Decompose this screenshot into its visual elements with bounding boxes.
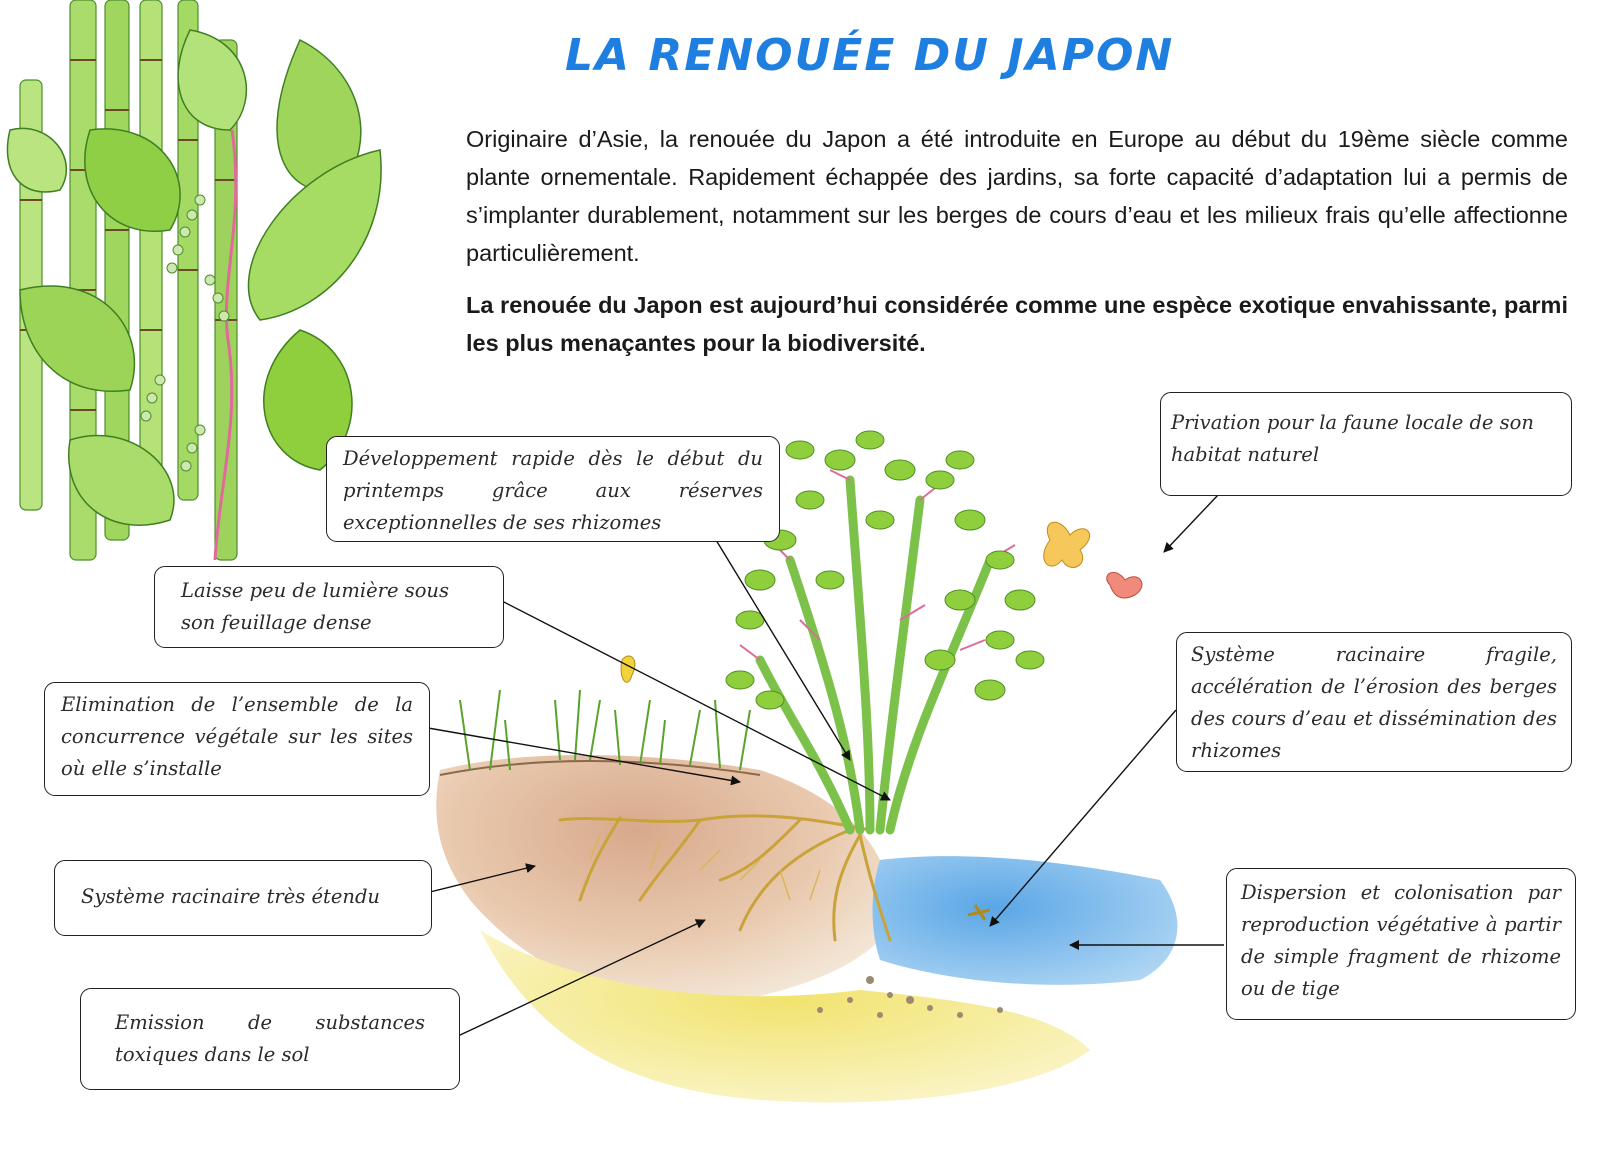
callout-fragile-roots: Système racinaire fragile, accélération de l’érosion des berges des cours d’eau et dissémination des rhizomes <box>1176 632 1572 772</box>
intro-paragraph: Originaire d’Asie, la renouée du Japon a été introduite en Europe au début du 19ème siècle comme plante ornementale. Rapidement échappée des jardins, sa forte capacité d’adaptation lui a permis de s’implanter durablement, notamment sur les berges de cours d’eau et les milieux frais qu’elle affectionne particulièrement. <box>466 126 1568 266</box>
callout-competition: Elimination de l’ensemble de la concurrence végétale sur les sites où elle s’installe <box>44 682 430 796</box>
callout-light: Laisse peu de lumière sous son feuillage dense <box>154 566 504 648</box>
callout-roots-extended: Système racinaire très étendu <box>54 860 432 936</box>
callout-dispersion: Dispersion et colonisation par reproduction végétative à partir de simple fragment de rhizome ou de tige <box>1226 868 1576 1020</box>
intro-bold-paragraph: La renouée du Japon est aujourd’hui considérée comme une espèce exotique envahissante, parmi les plus menaçantes pour la biodiversité. <box>466 292 1568 356</box>
callout-fauna: Privation pour la faune locale de son habitat naturel <box>1160 392 1572 496</box>
callout-development: Développement rapide dès le début du printemps grâce aux réserves exceptionnelles de ses rhizomes <box>326 436 780 542</box>
page-title: LA RENOUÉE DU JAPON <box>565 30 1175 81</box>
butterflies <box>1044 522 1142 598</box>
callout-toxic: Emission de substances toxiques dans le sol <box>80 988 460 1090</box>
ground-illustration <box>436 656 1177 1103</box>
